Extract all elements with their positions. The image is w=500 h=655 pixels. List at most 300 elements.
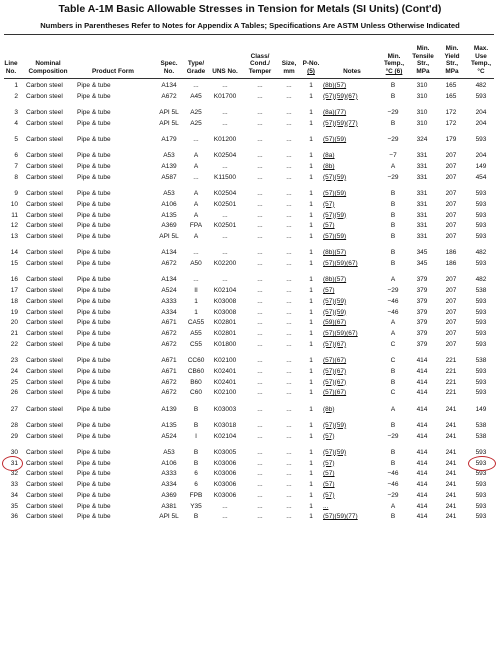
cell-p-no: 1 (309, 432, 313, 440)
cell-p-no: 1 (309, 152, 313, 160)
cell-spec-no: A135 (161, 211, 177, 219)
cell-type-grade: B (193, 513, 199, 521)
cell-tensile-strength: 414 (416, 470, 428, 478)
cell-composition: Carbon steel (26, 152, 63, 160)
table-row (0, 307, 500, 318)
cell-product-form: Pipe & tube (77, 222, 111, 230)
cell-tensile-strength: 379 (416, 297, 428, 305)
cell-product-form: Pipe & tube (77, 200, 111, 208)
cell-line-no: 17 (10, 287, 18, 294)
header-text: Class/ (250, 52, 270, 60)
cell-uns-no: K02200 (213, 260, 237, 267)
cell-temper: ... (257, 249, 263, 257)
cell-product-form: Pipe & tube (77, 190, 111, 197)
cell-product-form: Pipe & tube (77, 330, 111, 337)
cell-tensile-strength: 331 (416, 190, 428, 197)
cell-uns-no: ... (222, 82, 228, 89)
cell-uns-no: K02801 (213, 319, 237, 327)
cell-max-temp: 482 (475, 249, 487, 257)
cell-yield-strength: 172 (445, 119, 457, 127)
header-spec-no (152, 60, 186, 76)
cell-max-temp: 204 (475, 109, 487, 116)
cell-line-no: 20 (10, 319, 18, 327)
cell-min-temp: −29 (387, 173, 399, 181)
cell-spec-no: A139 (161, 163, 177, 170)
cell-composition: Carbon steel (26, 92, 63, 100)
table-row (0, 150, 500, 161)
cell-composition: Carbon steel (26, 378, 63, 386)
cell-min-temp: B (390, 233, 396, 240)
cell-notes (323, 501, 328, 512)
cell-min-temp: −7 (389, 152, 397, 160)
cell-max-temp: 482 (475, 82, 487, 89)
cell-notes (323, 199, 335, 210)
cell-line-no: 6 (14, 152, 18, 160)
cell-line-no: 18 (10, 297, 18, 305)
cell-temper: ... (257, 459, 263, 467)
cell-tensile-strength: 331 (416, 152, 428, 160)
cell-max-temp: 204 (475, 152, 487, 160)
header-text: Spec. (160, 60, 178, 68)
cell-temper: ... (257, 119, 263, 127)
cell-min-temp: −29 (387, 287, 399, 294)
cell-min-temp: −46 (387, 297, 399, 305)
table-row (0, 479, 500, 490)
cell-composition: Carbon steel (26, 389, 63, 397)
cell-line-no: 19 (10, 308, 18, 316)
table-subtitle: Numbers in Parentheses Refer to Notes for Appendix A Tables; Specifications Are ASTM Unless Otherwise Indicated (40, 21, 460, 30)
cell-type-grade: ... (193, 173, 199, 181)
cell-product-form: Pipe & tube (77, 82, 111, 89)
table-row (0, 118, 500, 129)
table-row (0, 339, 500, 350)
cell-tensile-strength: 345 (416, 249, 428, 257)
cell-min-temp: B (390, 200, 396, 208)
cell-type-grade: B (193, 421, 199, 429)
cell-min-temp: B (390, 190, 396, 197)
cell-p-no: 1 (309, 389, 313, 397)
header-min-temp (381, 53, 407, 76)
cell-max-temp: 593 (475, 459, 487, 467)
cell-p-no: 1 (309, 249, 313, 257)
cell-yield-strength: 241 (445, 513, 457, 521)
cell-type-grade: A55 (190, 330, 202, 337)
cell-notes (323, 172, 346, 183)
cell-spec-no: A179 (161, 136, 177, 143)
table-row (0, 134, 500, 145)
cell-min-temp: B (390, 82, 396, 89)
cell-size: ... (286, 211, 292, 219)
cell-size: ... (286, 82, 292, 89)
cell-line-no: 13 (10, 233, 18, 240)
cell-yield-strength: 186 (445, 260, 457, 267)
cell-tensile-strength: 310 (416, 82, 428, 89)
cell-type-grade: CC60 (187, 357, 205, 364)
cell-uns-no: K03006 (213, 470, 237, 478)
notes-ref: (57) (323, 222, 335, 230)
notes-ref: (57)(67) (323, 378, 347, 386)
table-row (0, 172, 500, 183)
cell-min-temp: C (390, 340, 396, 348)
cell-temper: ... (257, 211, 263, 219)
cell-tensile-strength: 331 (416, 211, 428, 219)
cell-min-temp: B (390, 448, 396, 456)
cell-spec-no: A672 (161, 92, 177, 100)
cell-type-grade: 1 (194, 308, 198, 316)
cell-type-grade: A (193, 152, 199, 160)
table-row (0, 91, 500, 102)
cell-composition: Carbon steel (26, 249, 63, 257)
cell-spec-no: A134 (161, 249, 177, 257)
cell-yield-strength: 207 (445, 173, 457, 181)
notes-ref: (57) (323, 287, 335, 294)
cell-line-no: 31 (10, 459, 18, 467)
cell-temper: ... (257, 367, 263, 375)
cell-min-temp: −46 (387, 308, 399, 316)
notes-ref: ... (323, 502, 329, 510)
cell-uns-no: K03006 (213, 459, 237, 467)
header-text: Min. (416, 44, 430, 52)
notes-ref: (57)(59) (323, 173, 347, 181)
cell-temper: ... (257, 163, 263, 170)
cell-yield-strength: 207 (445, 222, 457, 230)
cell-product-form: Pipe & tube (77, 260, 111, 267)
cell-spec-no: A672 (161, 260, 177, 267)
cell-spec-no: A333 (161, 297, 177, 305)
notes-ref: (57)(67) (323, 340, 347, 348)
cell-min-temp: B (390, 513, 396, 521)
cell-size: ... (286, 233, 292, 240)
cell-composition: Carbon steel (26, 119, 63, 127)
cell-size: ... (286, 491, 292, 499)
cell-type-grade: C60 (190, 389, 202, 397)
header-text: Temp., (383, 60, 405, 68)
header-text: Temper (248, 68, 272, 76)
cell-composition: Carbon steel (26, 357, 63, 364)
cell-temper: ... (257, 190, 263, 197)
table-row (0, 366, 500, 377)
cell-product-form: Pipe & tube (77, 367, 111, 375)
cell-max-temp: 593 (475, 308, 487, 316)
cell-spec-no: A672 (161, 378, 177, 386)
cell-notes (323, 447, 346, 458)
cell-tensile-strength: 414 (416, 421, 428, 429)
cell-max-temp: 593 (475, 92, 487, 100)
cell-uns-no: K02501 (213, 200, 237, 208)
notes-ref: (8b) (323, 163, 335, 170)
cell-size: ... (286, 119, 292, 127)
table-row (0, 420, 500, 431)
cell-uns-no: K02104 (213, 432, 237, 440)
cell-min-temp: B (390, 421, 396, 429)
cell-type-grade: CA55 (187, 319, 205, 327)
cell-composition: Carbon steel (26, 432, 63, 440)
cell-tensile-strength: 310 (416, 119, 428, 127)
cell-type-grade: A (193, 211, 199, 219)
highlight-circle (2, 456, 23, 471)
header-type-grade (185, 60, 207, 76)
cell-yield-strength: 241 (445, 448, 457, 456)
cell-yield-strength: 241 (445, 432, 457, 440)
cell-line-no: 1 (14, 82, 18, 89)
table-row (0, 511, 500, 522)
notes-ref: (57)(59) (323, 308, 347, 316)
cell-size: ... (286, 163, 292, 170)
cell-type-grade: B (193, 459, 199, 467)
cell-spec-no: A334 (161, 481, 177, 488)
cell-max-temp: 593 (475, 200, 487, 208)
cell-notes (323, 107, 346, 118)
cell-uns-no: ... (222, 513, 228, 521)
cell-tensile-strength: 414 (416, 378, 428, 386)
cell-line-no: 26 (10, 389, 18, 397)
cell-size: ... (286, 92, 292, 100)
cell-yield-strength: 172 (445, 109, 457, 116)
table-row (0, 468, 500, 479)
cell-product-form: Pipe & tube (77, 109, 111, 116)
cell-spec-no: A139 (161, 405, 177, 413)
cell-product-form: Pipe & tube (77, 119, 111, 127)
cell-temper: ... (257, 173, 263, 181)
cell-max-temp: 149 (475, 405, 487, 413)
cell-uns-no: ... (222, 211, 228, 219)
cell-line-no: 35 (10, 502, 18, 510)
cell-tensile-strength: 414 (416, 389, 428, 397)
header-text: Yield (444, 52, 460, 60)
cell-temper: ... (257, 82, 263, 89)
notes-ref: (57)(59) (323, 136, 347, 143)
cell-temper: ... (257, 421, 263, 429)
cell-min-temp: B (390, 119, 396, 127)
cell-composition: Carbon steel (26, 459, 63, 467)
table-row (0, 501, 500, 512)
cell-product-form: Pipe & tube (77, 287, 111, 294)
cell-temper: ... (257, 340, 263, 348)
cell-yield-strength: 186 (445, 249, 457, 257)
cell-type-grade: CB60 (187, 367, 205, 375)
cell-notes (323, 118, 358, 129)
cell-product-form: Pipe & tube (77, 136, 111, 143)
cell-notes (323, 468, 335, 479)
cell-type-grade: ... (193, 276, 199, 284)
table-row (0, 296, 500, 307)
cell-p-no: 1 (309, 459, 313, 467)
cell-p-no: 1 (309, 211, 313, 219)
cell-composition: Carbon steel (26, 200, 63, 208)
cell-line-no: 27 (10, 405, 18, 413)
cell-min-temp: B (390, 367, 396, 375)
cell-product-form: Pipe & tube (77, 513, 111, 521)
cell-uns-no: ... (222, 276, 228, 284)
cell-line-no: 22 (10, 340, 18, 348)
cell-composition: Carbon steel (26, 470, 63, 478)
header-text: P-No. (302, 60, 320, 68)
cell-tensile-strength: 414 (416, 502, 428, 510)
cell-uns-no: K03006 (213, 491, 237, 499)
cell-min-temp: A (390, 163, 396, 170)
cell-product-form: Pipe & tube (77, 357, 111, 364)
cell-type-grade: A (193, 163, 199, 170)
cell-yield-strength: 207 (445, 330, 457, 337)
cell-size: ... (286, 136, 292, 143)
header-max-temp (466, 45, 496, 76)
cell-min-temp: B (390, 92, 396, 100)
cell-spec-no: A369 (161, 491, 177, 499)
header-text: Max. (473, 44, 489, 52)
table-row (0, 285, 500, 296)
notes-ref: (57) (323, 459, 335, 467)
cell-product-form: Pipe & tube (77, 308, 111, 316)
cell-tensile-strength: 379 (416, 330, 428, 337)
header-text: Temp., (470, 60, 492, 68)
cell-max-temp: 593 (475, 190, 487, 197)
cell-p-no: 1 (309, 378, 313, 386)
cell-size: ... (286, 405, 292, 413)
notes-ref: (8b)(57) (323, 82, 347, 89)
cell-composition: Carbon steel (26, 481, 63, 488)
cell-min-temp: A (390, 319, 396, 327)
cell-spec-no: A369 (161, 222, 177, 230)
cell-yield-strength: 241 (445, 405, 457, 413)
cell-notes (323, 161, 335, 172)
cell-notes (323, 220, 335, 231)
table-row (0, 220, 500, 231)
table-row (0, 377, 500, 388)
cell-min-temp: −29 (387, 491, 399, 499)
table-row (0, 231, 500, 242)
cell-spec-no: A53 (163, 190, 175, 197)
header-text: Cond./ (250, 60, 270, 68)
cell-p-no: 1 (309, 502, 313, 510)
cell-line-no: 4 (14, 119, 18, 127)
table-row (0, 490, 500, 501)
cell-uns-no: K02104 (213, 287, 237, 294)
cell-p-no: 1 (309, 297, 313, 305)
cell-tensile-strength: 310 (416, 109, 428, 116)
cell-temper: ... (257, 260, 263, 267)
cell-tensile-strength: 414 (416, 513, 428, 521)
cell-type-grade: Y35 (190, 502, 202, 510)
cell-notes (323, 490, 335, 501)
cell-yield-strength: 221 (445, 357, 457, 364)
cell-notes (323, 210, 346, 221)
cell-notes (323, 258, 358, 269)
cell-p-no: 1 (309, 82, 313, 89)
cell-size: ... (286, 249, 292, 257)
cell-product-form: Pipe & tube (77, 276, 111, 284)
cell-spec-no: A524 (161, 287, 177, 294)
cell-uns-no: K02801 (213, 330, 237, 337)
cell-composition: Carbon steel (26, 421, 63, 429)
header-text: Nominal (35, 60, 61, 68)
header-text: (5) (307, 68, 315, 76)
header-text: No. (163, 68, 175, 76)
cell-uns-no: K02100 (213, 357, 237, 364)
cell-type-grade: B (193, 448, 199, 456)
table-row (0, 274, 500, 285)
cell-composition: Carbon steel (26, 173, 63, 181)
notes-ref: (57)(67) (323, 357, 347, 364)
header-size (277, 60, 301, 76)
cell-uns-no: K02504 (213, 152, 237, 160)
header-text: UNS No. (212, 68, 238, 76)
cell-type-grade: 1 (194, 297, 198, 305)
cell-yield-strength: 165 (445, 82, 457, 89)
cell-p-no: 1 (309, 92, 313, 100)
cell-uns-no: K01800 (213, 340, 237, 348)
cell-size: ... (286, 222, 292, 230)
cell-uns-no: ... (222, 249, 228, 257)
cell-composition: Carbon steel (26, 448, 63, 456)
table-row (0, 328, 500, 339)
cell-max-temp: 593 (475, 367, 487, 375)
header-text: Use (475, 52, 487, 60)
cell-uns-no: K03003 (213, 405, 237, 413)
cell-notes (323, 387, 346, 398)
cell-p-no: 1 (309, 287, 313, 294)
table-row (0, 161, 500, 172)
cell-max-temp: 593 (475, 233, 487, 240)
table-row (0, 404, 500, 415)
cell-p-no: 1 (309, 513, 313, 521)
cell-size: ... (286, 152, 292, 160)
cell-uns-no: ... (222, 119, 228, 127)
header-text: Size, (281, 60, 297, 68)
cell-max-temp: 593 (475, 481, 487, 488)
cell-tensile-strength: 331 (416, 200, 428, 208)
notes-ref: (57)(59)(67) (323, 260, 358, 267)
cell-line-no: 12 (10, 222, 18, 230)
cell-yield-strength: 241 (445, 470, 457, 478)
cell-min-temp: A (390, 405, 396, 413)
cell-p-no: 1 (309, 109, 313, 116)
header-text: °C (6) (385, 68, 403, 76)
cell-product-form: Pipe & tube (77, 173, 111, 181)
cell-type-grade: A (193, 190, 199, 197)
cell-tensile-strength: 331 (416, 233, 428, 240)
cell-notes (323, 431, 335, 442)
cell-line-no: 33 (10, 481, 18, 488)
cell-composition: Carbon steel (26, 491, 63, 499)
cell-p-no: 1 (309, 357, 313, 364)
cell-p-no: 1 (309, 119, 313, 127)
cell-tensile-strength: 331 (416, 222, 428, 230)
cell-composition: Carbon steel (26, 260, 63, 267)
cell-spec-no: API 5L (159, 119, 179, 127)
table-row (0, 387, 500, 398)
cell-max-temp: 482 (475, 276, 487, 284)
cell-type-grade: C55 (190, 340, 202, 348)
cell-yield-strength: 221 (445, 378, 457, 386)
cell-type-grade: 6 (194, 470, 198, 478)
cell-max-temp: 593 (475, 470, 487, 478)
header-text: mm (283, 68, 295, 76)
cell-tensile-strength: 345 (416, 260, 428, 267)
cell-line-no: 24 (10, 367, 18, 375)
cell-product-form: Pipe & tube (77, 481, 111, 488)
cell-temper: ... (257, 491, 263, 499)
cell-notes (323, 366, 346, 377)
cell-uns-no: ... (222, 163, 228, 170)
header-text: Min. (445, 44, 459, 52)
cell-composition: Carbon steel (26, 136, 63, 143)
cell-spec-no: A53 (163, 152, 175, 160)
header-p-no (301, 60, 321, 76)
cell-temper: ... (257, 389, 263, 397)
cell-tensile-strength: 414 (416, 481, 428, 488)
cell-notes (323, 355, 346, 366)
cell-spec-no: A53 (163, 448, 175, 456)
